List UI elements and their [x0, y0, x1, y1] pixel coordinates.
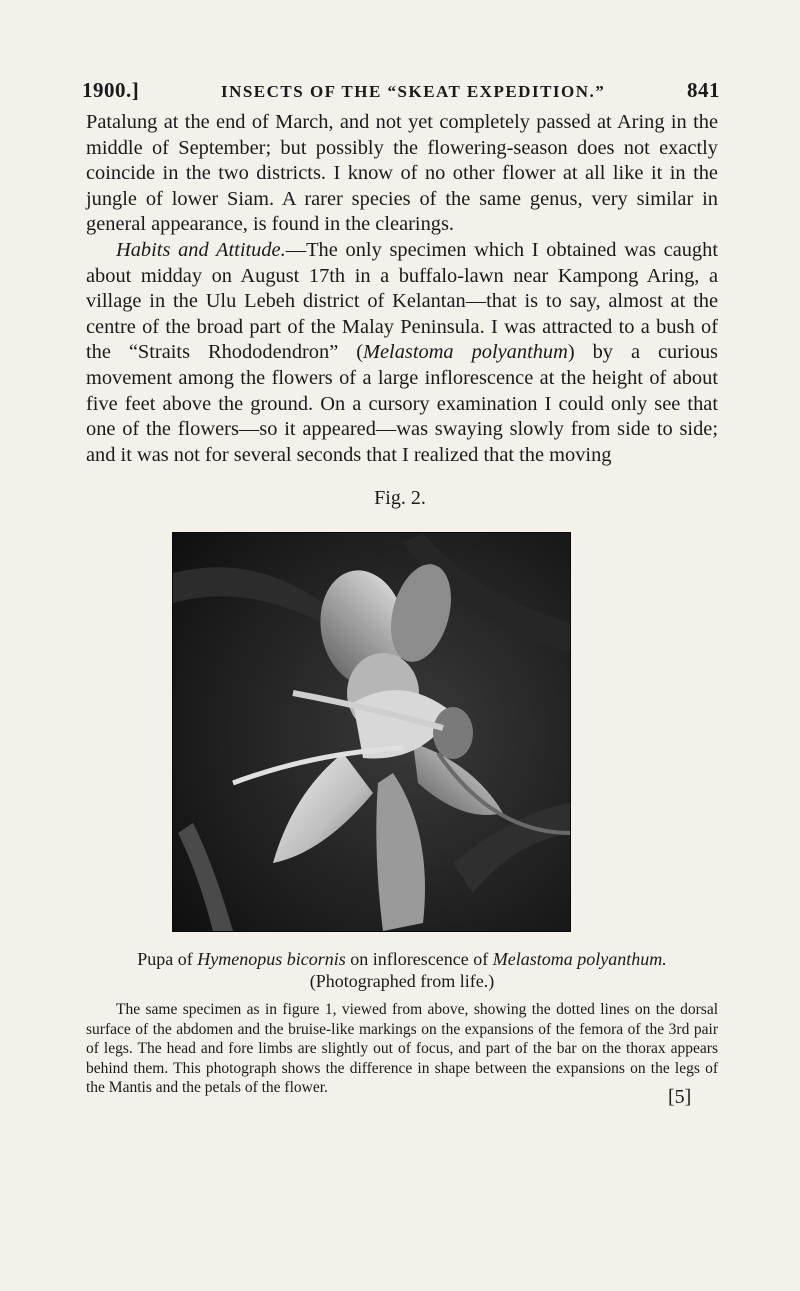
- page-header: [82, 78, 720, 103]
- species-name: Melastoma polyanthum: [363, 341, 568, 364]
- caption-text-b: on inflorescence of: [345, 949, 493, 969]
- mantis-on-flower-image: [173, 533, 570, 931]
- figure-label: Fig. 2.: [374, 487, 426, 509]
- paragraph-2-text-b: ) by a curious movement among the flowers of a large inflorescence at the height of about five feet above the ground. On a cursory examination I could only see that one of the flowers—so it appeared—was swaying slowly from side to side; and it was not for several seconds that I realized that the moving: [86, 341, 718, 466]
- figure-description: The same specimen as in figure 1, viewed from above, showing the dotted lines on the dorsal surface of the abdomen and the bruise-like markings on the expansions of the femora of the 3rd pair of legs. The head and fore limbs are slightly out of focus, and part of the bar on the thorax appears behind them. This photograph shows the difference in shape between the expansions on the legs of the Mantis and the petals of the flower.: [86, 1001, 718, 1097]
- caption-note: (Photographed from life.): [309, 971, 495, 991]
- running-title: INSECTS OF THE “SKEAT EXPEDITION.”: [220, 82, 606, 101]
- page-number: 841: [686, 78, 720, 102]
- section-heading: Habits and Attitude.: [116, 238, 286, 261]
- caption-insect-name: Hymenopus bicornis: [197, 949, 346, 969]
- figure-caption: [86, 948, 718, 992]
- paragraph-1: Patalung at the end of March, and not yet completely passed at Aring in the middle of September; but possibly the flowering-season does not exactly coincide in the two districts. I know of no other flower at all like it in the jungle of lower Siam. A rarer species of the same genus, very similar in general appearance, is found in the clearings.: [86, 111, 718, 236]
- plate-number: [5]: [668, 1086, 692, 1108]
- paragraph-2: [86, 238, 718, 468]
- body-text: [86, 110, 718, 468]
- caption-text-a: Pupa of: [137, 949, 198, 969]
- figure-photograph: [172, 532, 571, 932]
- paragraph-2-text-a: —The only specimen which I obtained was caught about midday on August 17th in a buffalo-lawn near Kampong Aring, a village in the Ulu Lebeh district of Kelantan—that is to say, almost at the centre of the broad part of the Malay Peninsula. I was attracted to a bush of the “Straits Rhododendron” (: [86, 238, 718, 364]
- caption-plant-name: Melastoma polyanthum.: [492, 949, 667, 969]
- header-year: 1900.]: [82, 78, 140, 102]
- caption-line: [86, 948, 718, 970]
